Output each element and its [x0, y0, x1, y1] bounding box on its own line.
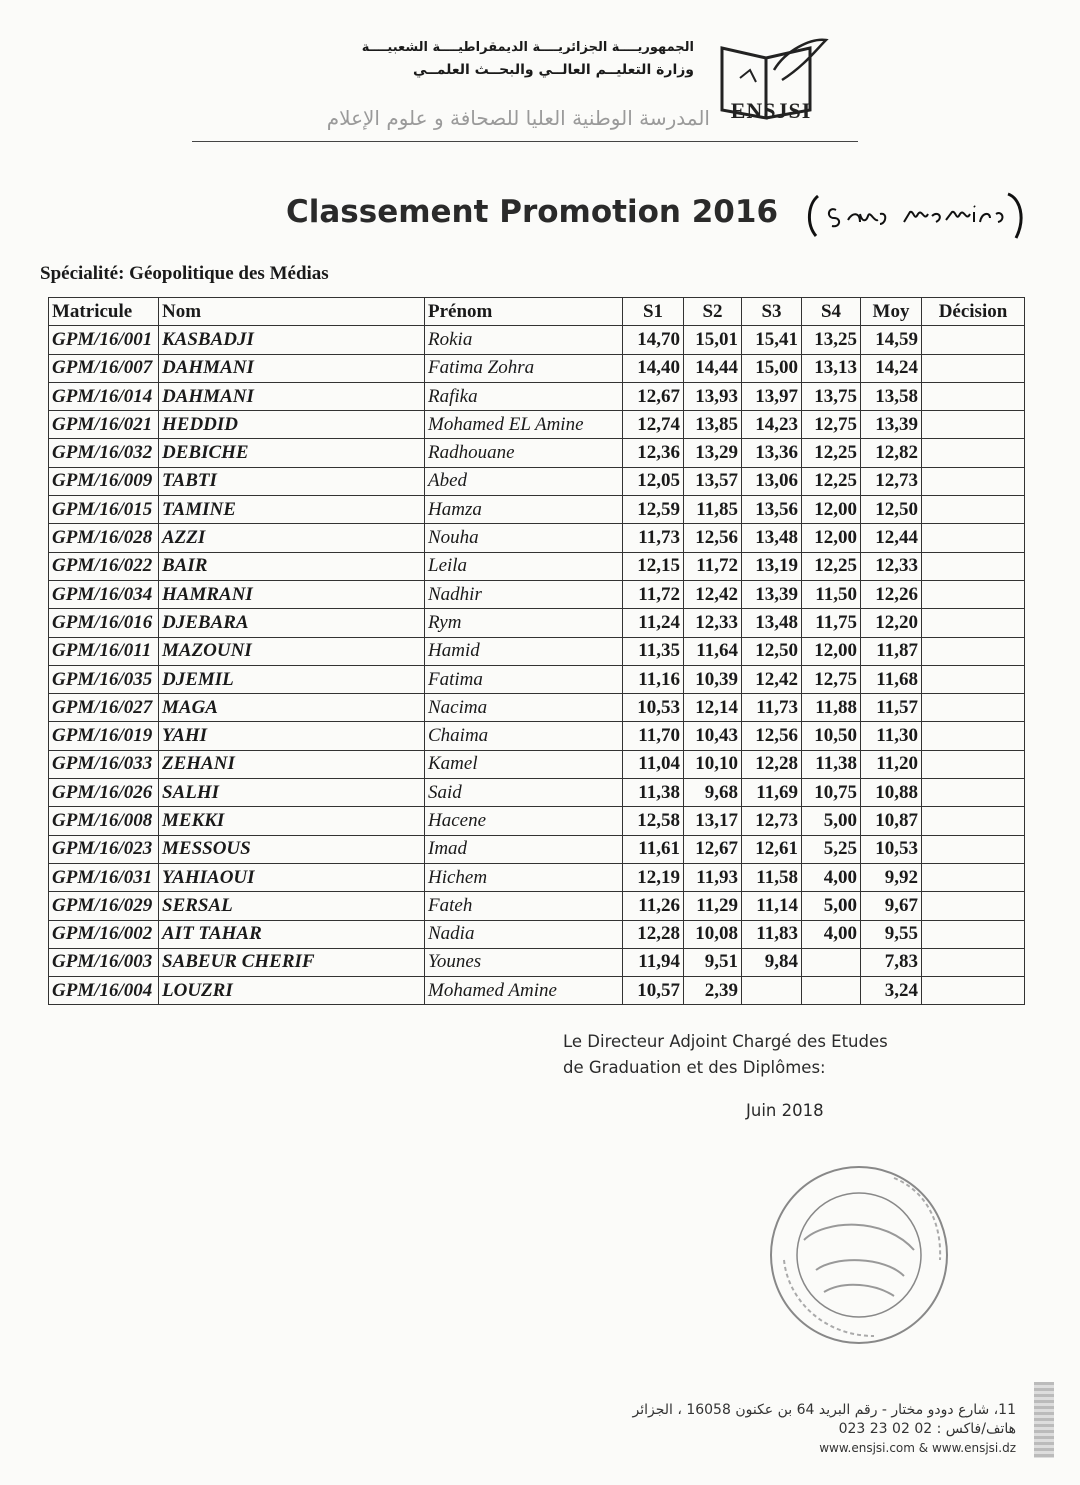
- cell-matricule: GPM/16/026: [49, 779, 159, 807]
- cell-s1: 11,72: [623, 580, 684, 608]
- ministry-heading: وزارة التعليــم العالــي والبحــث العلمــي: [413, 62, 694, 78]
- cell-s2: 11,29: [684, 892, 742, 920]
- signatory-title-line2: de Graduation et des Diplômes:: [563, 1058, 826, 1077]
- ranking-table: [48, 297, 1025, 1005]
- official-stamp: [764, 1160, 954, 1350]
- cell-prenom: Abed: [425, 467, 623, 495]
- cell-decision: [922, 439, 1025, 467]
- cell-nom: MAZOUNI: [159, 637, 425, 665]
- cell-nom: MESSOUS: [159, 835, 425, 863]
- table-row: [49, 467, 1025, 495]
- cell-matricule: GPM/16/004: [49, 977, 159, 1005]
- cell-s2: 12,42: [684, 580, 742, 608]
- cell-s3: 12,42: [742, 665, 802, 693]
- cell-s3: 14,23: [742, 411, 802, 439]
- cell-prenom: Rokia: [425, 326, 623, 354]
- cell-s2: 12,56: [684, 524, 742, 552]
- cell-prenom: Hamid: [425, 637, 623, 665]
- cell-s2: 13,93: [684, 382, 742, 410]
- cell-matricule: GPM/16/008: [49, 807, 159, 835]
- cell-prenom: Rafika: [425, 382, 623, 410]
- cell-nom: YAHI: [159, 722, 425, 750]
- cell-s2: 13,29: [684, 439, 742, 467]
- cell-s4: 13,25: [802, 326, 861, 354]
- cell-prenom: Imad: [425, 835, 623, 863]
- cell-prenom: Leila: [425, 552, 623, 580]
- cell-prenom: Younes: [425, 948, 623, 976]
- cell-s4: 11,50: [802, 580, 861, 608]
- cell-moy: 11,68: [861, 665, 922, 693]
- cell-s1: 12,59: [623, 496, 684, 524]
- cell-s3: 12,28: [742, 750, 802, 778]
- col-header-moy: Moy: [861, 298, 922, 326]
- cell-s4: 11,88: [802, 694, 861, 722]
- cell-moy: 11,20: [861, 750, 922, 778]
- cell-decision: [922, 580, 1025, 608]
- cell-s2: 11,72: [684, 552, 742, 580]
- table-row: [49, 411, 1025, 439]
- phone-fax-line: هاتف/فاكس : 02 02 23 023: [838, 1421, 1016, 1437]
- website-line: www.ensjsi.com & www.ensjsi.dz: [819, 1441, 1016, 1455]
- table-row: [49, 892, 1025, 920]
- cell-matricule: GPM/16/029: [49, 892, 159, 920]
- table-row: [49, 382, 1025, 410]
- cell-decision: [922, 496, 1025, 524]
- cell-moy: 11,30: [861, 722, 922, 750]
- cell-moy: 9,92: [861, 863, 922, 891]
- table-row: [49, 920, 1025, 948]
- cell-s4: 12,25: [802, 439, 861, 467]
- cell-prenom: Rym: [425, 609, 623, 637]
- cell-s3: 9,84: [742, 948, 802, 976]
- cell-nom: SABEUR CHERIF: [159, 948, 425, 976]
- cell-s1: 11,26: [623, 892, 684, 920]
- handwritten-note: [802, 184, 1038, 244]
- col-header-s3: S3: [742, 298, 802, 326]
- cell-s4: 5,00: [802, 892, 861, 920]
- cell-nom: AZZI: [159, 524, 425, 552]
- cell-s1: 10,57: [623, 977, 684, 1005]
- cell-s2: 13,17: [684, 807, 742, 835]
- cell-prenom: Fatima Zohra: [425, 354, 623, 382]
- specialite-label: Spécialité: Géopolitique des Médias: [40, 263, 329, 284]
- col-header-nom: Nom: [159, 298, 425, 326]
- cell-s3: 13,97: [742, 382, 802, 410]
- table-row: [49, 835, 1025, 863]
- cell-s3: [742, 977, 802, 1005]
- cell-s2: 15,01: [684, 326, 742, 354]
- cell-moy: 10,88: [861, 779, 922, 807]
- cell-matricule: GPM/16/001: [49, 326, 159, 354]
- cell-matricule: GPM/16/022: [49, 552, 159, 580]
- cell-s4: 12,00: [802, 496, 861, 524]
- cell-matricule: GPM/16/023: [49, 835, 159, 863]
- cell-s4: 4,00: [802, 920, 861, 948]
- table-row: [49, 722, 1025, 750]
- cell-s2: 10,10: [684, 750, 742, 778]
- cell-s1: 14,40: [623, 354, 684, 382]
- cell-s2: 9,51: [684, 948, 742, 976]
- cell-s3: 11,69: [742, 779, 802, 807]
- cell-nom: SALHI: [159, 779, 425, 807]
- cell-matricule: GPM/16/002: [49, 920, 159, 948]
- cell-matricule: GPM/16/021: [49, 411, 159, 439]
- cell-s3: 11,73: [742, 694, 802, 722]
- cell-s3: 12,73: [742, 807, 802, 835]
- cell-moy: 7,83: [861, 948, 922, 976]
- table-row: [49, 326, 1025, 354]
- cell-s3: 13,19: [742, 552, 802, 580]
- cell-moy: 12,44: [861, 524, 922, 552]
- cell-s4: [802, 948, 861, 976]
- cell-s1: 12,58: [623, 807, 684, 835]
- cell-moy: 9,55: [861, 920, 922, 948]
- cell-prenom: Nadhir: [425, 580, 623, 608]
- logo-text: ENSJSI: [730, 98, 812, 123]
- cell-nom: DAHMANI: [159, 382, 425, 410]
- cell-moy: 12,73: [861, 467, 922, 495]
- cell-s2: 13,85: [684, 411, 742, 439]
- cell-s3: 12,61: [742, 835, 802, 863]
- cell-nom: HAMRANI: [159, 580, 425, 608]
- cell-matricule: GPM/16/032: [49, 439, 159, 467]
- table-row: [49, 552, 1025, 580]
- cell-nom: DJEBARA: [159, 609, 425, 637]
- cell-s1: 11,35: [623, 637, 684, 665]
- cell-s4: 12,25: [802, 552, 861, 580]
- cell-nom: AIT TAHAR: [159, 920, 425, 948]
- cell-prenom: Chaima: [425, 722, 623, 750]
- cell-prenom: Hacene: [425, 807, 623, 835]
- school-heading: المدرسة الوطنية العليا للصحافة و علوم الإعلام: [326, 106, 710, 130]
- cell-decision: [922, 354, 1025, 382]
- cell-s3: 13,36: [742, 439, 802, 467]
- cell-s3: 11,14: [742, 892, 802, 920]
- cell-s2: 2,39: [684, 977, 742, 1005]
- cell-s1: 12,05: [623, 467, 684, 495]
- cell-s2: 11,85: [684, 496, 742, 524]
- cell-matricule: GPM/16/033: [49, 750, 159, 778]
- cell-s4: 11,75: [802, 609, 861, 637]
- col-header-prenom: Prénom: [425, 298, 623, 326]
- cell-s1: 10,53: [623, 694, 684, 722]
- cell-s4: 13,13: [802, 354, 861, 382]
- cell-nom: MAGA: [159, 694, 425, 722]
- cell-decision: [922, 609, 1025, 637]
- cell-decision: [922, 524, 1025, 552]
- table-header-row: [49, 298, 1025, 326]
- cell-matricule: GPM/16/009: [49, 467, 159, 495]
- table-row: [49, 580, 1025, 608]
- cell-s3: 13,56: [742, 496, 802, 524]
- cell-s3: 12,50: [742, 637, 802, 665]
- cell-moy: 14,59: [861, 326, 922, 354]
- cell-nom: DJEMIL: [159, 665, 425, 693]
- cell-matricule: GPM/16/027: [49, 694, 159, 722]
- cell-moy: 10,87: [861, 807, 922, 835]
- cell-moy: 13,58: [861, 382, 922, 410]
- col-header-decision: Décision: [922, 298, 1025, 326]
- cell-moy: 14,24: [861, 354, 922, 382]
- cell-prenom: Fateh: [425, 892, 623, 920]
- cell-moy: 12,82: [861, 439, 922, 467]
- cell-moy: 3,24: [861, 977, 922, 1005]
- col-header-s1: S1: [623, 298, 684, 326]
- table-row: [49, 807, 1025, 835]
- cell-s4: 12,00: [802, 637, 861, 665]
- cell-nom: DEBICHE: [159, 439, 425, 467]
- cell-s4: 13,75: [802, 382, 861, 410]
- cell-decision: [922, 382, 1025, 410]
- cell-prenom: Radhouane: [425, 439, 623, 467]
- republic-heading: الجمهوريــــة الجزائريــــة الديمقراطيــــة الشعبيــــة: [361, 40, 694, 55]
- address-line: 11، شارع دودو مختار - رقم البريد 64 بن عكنون 16058 ، الجزائر: [632, 1402, 1016, 1418]
- cell-moy: 11,87: [861, 637, 922, 665]
- cell-s1: 12,74: [623, 411, 684, 439]
- cell-prenom: Mohamed EL Amine: [425, 411, 623, 439]
- cell-decision: [922, 863, 1025, 891]
- cell-s4: 10,75: [802, 779, 861, 807]
- cell-s3: 15,41: [742, 326, 802, 354]
- cell-decision: [922, 779, 1025, 807]
- table-row: [49, 609, 1025, 637]
- cell-decision: [922, 694, 1025, 722]
- cell-s2: 11,93: [684, 863, 742, 891]
- cell-moy: 10,53: [861, 835, 922, 863]
- cell-s1: 12,67: [623, 382, 684, 410]
- signatory-title-line1: Le Directeur Adjoint Chargé des Etudes: [563, 1032, 888, 1051]
- cell-s3: 11,58: [742, 863, 802, 891]
- page-title: Classement Promotion 2016: [286, 194, 779, 230]
- cell-s2: 12,67: [684, 835, 742, 863]
- cell-nom: SERSAL: [159, 892, 425, 920]
- cell-decision: [922, 892, 1025, 920]
- cell-s3: 13,06: [742, 467, 802, 495]
- cell-prenom: Mohamed Amine: [425, 977, 623, 1005]
- cell-prenom: Nadia: [425, 920, 623, 948]
- cell-s4: 11,38: [802, 750, 861, 778]
- cell-s1: 11,61: [623, 835, 684, 863]
- cell-s3: 15,00: [742, 354, 802, 382]
- cell-s4: 10,50: [802, 722, 861, 750]
- cell-nom: KASBADJI: [159, 326, 425, 354]
- cell-decision: [922, 807, 1025, 835]
- cell-s2: 10,08: [684, 920, 742, 948]
- cell-nom: TABTI: [159, 467, 425, 495]
- cell-matricule: GPM/16/003: [49, 948, 159, 976]
- cell-s2: 10,43: [684, 722, 742, 750]
- cell-decision: [922, 552, 1025, 580]
- table-row: [49, 779, 1025, 807]
- document-date: Juin 2018: [746, 1101, 824, 1120]
- cell-s1: 14,70: [623, 326, 684, 354]
- cell-decision: [922, 948, 1025, 976]
- cell-s4: 5,25: [802, 835, 861, 863]
- cell-s4: 12,25: [802, 467, 861, 495]
- cell-decision: [922, 835, 1025, 863]
- cell-matricule: GPM/16/016: [49, 609, 159, 637]
- cell-prenom: Fatima: [425, 665, 623, 693]
- table-row: [49, 524, 1025, 552]
- cell-prenom: Nacima: [425, 694, 623, 722]
- cell-s2: 13,57: [684, 467, 742, 495]
- cell-moy: 11,57: [861, 694, 922, 722]
- cell-s2: 12,33: [684, 609, 742, 637]
- table-row: [49, 948, 1025, 976]
- cell-s2: 11,64: [684, 637, 742, 665]
- cell-s3: 13,39: [742, 580, 802, 608]
- cell-s1: 11,70: [623, 722, 684, 750]
- cell-prenom: Hamza: [425, 496, 623, 524]
- cell-s1: 12,15: [623, 552, 684, 580]
- table-row: [49, 439, 1025, 467]
- cell-matricule: GPM/16/019: [49, 722, 159, 750]
- cell-nom: YAHIAOUI: [159, 863, 425, 891]
- cell-matricule: GPM/16/028: [49, 524, 159, 552]
- cell-s3: 13,48: [742, 524, 802, 552]
- cell-moy: 13,39: [861, 411, 922, 439]
- cell-s2: 14,44: [684, 354, 742, 382]
- cell-s4: [802, 977, 861, 1005]
- cell-s3: 12,56: [742, 722, 802, 750]
- cell-nom: TAMINE: [159, 496, 425, 524]
- cell-s4: 12,75: [802, 665, 861, 693]
- cell-s1: 11,16: [623, 665, 684, 693]
- table-row: [49, 694, 1025, 722]
- cell-s2: 9,68: [684, 779, 742, 807]
- table-row: [49, 863, 1025, 891]
- cell-decision: [922, 977, 1025, 1005]
- cell-decision: [922, 665, 1025, 693]
- cell-prenom: Said: [425, 779, 623, 807]
- cell-decision: [922, 411, 1025, 439]
- col-header-s4: S4: [802, 298, 861, 326]
- cell-matricule: GPM/16/014: [49, 382, 159, 410]
- cell-nom: DAHMANI: [159, 354, 425, 382]
- cell-s3: 11,83: [742, 920, 802, 948]
- cell-moy: 12,26: [861, 580, 922, 608]
- cell-decision: [922, 326, 1025, 354]
- cell-s2: 10,39: [684, 665, 742, 693]
- cell-moy: 9,67: [861, 892, 922, 920]
- cell-nom: MEKKI: [159, 807, 425, 835]
- cell-s4: 12,00: [802, 524, 861, 552]
- cell-s3: 13,48: [742, 609, 802, 637]
- cell-moy: 12,50: [861, 496, 922, 524]
- cell-s1: 12,28: [623, 920, 684, 948]
- cell-prenom: Kamel: [425, 750, 623, 778]
- cell-prenom: Nouha: [425, 524, 623, 552]
- cell-decision: [922, 920, 1025, 948]
- cell-s1: 11,73: [623, 524, 684, 552]
- cell-nom: LOUZRI: [159, 977, 425, 1005]
- cell-matricule: GPM/16/011: [49, 637, 159, 665]
- cell-decision: [922, 722, 1025, 750]
- cell-s2: 12,14: [684, 694, 742, 722]
- col-header-s2: S2: [684, 298, 742, 326]
- cell-s1: 11,94: [623, 948, 684, 976]
- cell-s1: 12,19: [623, 863, 684, 891]
- cell-s4: 5,00: [802, 807, 861, 835]
- cell-decision: [922, 637, 1025, 665]
- cell-s4: 12,75: [802, 411, 861, 439]
- cell-decision: [922, 467, 1025, 495]
- table-row: [49, 665, 1025, 693]
- table-row: [49, 977, 1025, 1005]
- cell-matricule: GPM/16/031: [49, 863, 159, 891]
- cell-moy: 12,20: [861, 609, 922, 637]
- cell-matricule: GPM/16/015: [49, 496, 159, 524]
- scan-artifact: [1034, 1382, 1054, 1458]
- cell-nom: BAIR: [159, 552, 425, 580]
- cell-prenom: Hichem: [425, 863, 623, 891]
- cell-moy: 12,33: [861, 552, 922, 580]
- cell-s1: 12,36: [623, 439, 684, 467]
- table-row: [49, 496, 1025, 524]
- table-row: [49, 750, 1025, 778]
- cell-s1: 11,38: [623, 779, 684, 807]
- col-header-matricule: Matricule: [49, 298, 159, 326]
- cell-s4: 4,00: [802, 863, 861, 891]
- header-divider: [192, 141, 858, 142]
- table-row: [49, 637, 1025, 665]
- table-row: [49, 354, 1025, 382]
- cell-matricule: GPM/16/034: [49, 580, 159, 608]
- cell-s1: 11,04: [623, 750, 684, 778]
- cell-matricule: GPM/16/007: [49, 354, 159, 382]
- cell-nom: HEDDID: [159, 411, 425, 439]
- cell-matricule: GPM/16/035: [49, 665, 159, 693]
- cell-s1: 11,24: [623, 609, 684, 637]
- cell-nom: ZEHANI: [159, 750, 425, 778]
- cell-decision: [922, 750, 1025, 778]
